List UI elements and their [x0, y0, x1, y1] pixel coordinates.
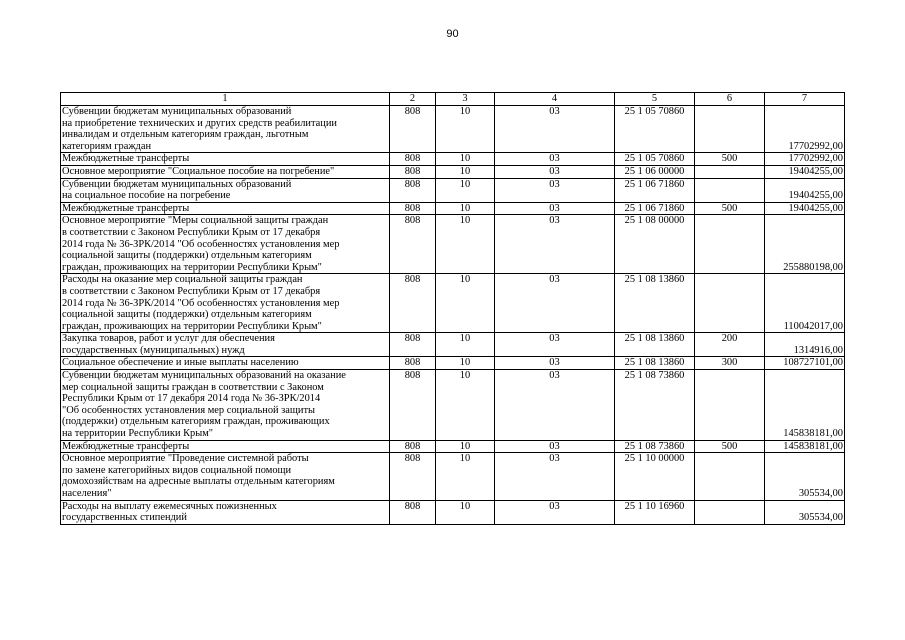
amount: 305534,00	[765, 453, 845, 500]
column-header: 4	[495, 93, 615, 106]
section-code: 10	[436, 178, 495, 202]
item-name: Расходы на выплату ежемесячных пожизненных государственных стипендий	[61, 500, 390, 524]
page-number: 90	[446, 28, 459, 40]
table-row	[61, 453, 845, 500]
amount: 145838181,00	[765, 370, 845, 441]
subsection-code: 03	[495, 202, 615, 215]
section-code: 10	[436, 440, 495, 453]
subsection-code: 03	[495, 440, 615, 453]
expense-type-code	[695, 106, 765, 153]
subsection-code: 03	[495, 274, 615, 333]
subsection-code: 03	[495, 370, 615, 441]
ministry-code: 808	[390, 370, 436, 441]
section-code: 10	[436, 215, 495, 274]
section-code: 10	[436, 165, 495, 178]
amount: 17702992,00	[765, 106, 845, 153]
expense-type-code	[695, 165, 765, 178]
target-article-code: 25 1 06 00000	[615, 165, 695, 178]
section-code: 10	[436, 202, 495, 215]
target-article-code: 25 1 08 13860	[615, 357, 695, 370]
table-row	[61, 178, 845, 202]
subsection-code: 03	[495, 153, 615, 166]
expense-type-code: 500	[695, 153, 765, 166]
subsection-code: 03	[495, 165, 615, 178]
column-header: 3	[436, 93, 495, 106]
ministry-code: 808	[390, 215, 436, 274]
expense-type-code: 300	[695, 357, 765, 370]
target-article-code: 25 1 10 16960	[615, 500, 695, 524]
item-name: Межбюджетные трансферты	[61, 440, 390, 453]
ministry-code: 808	[390, 453, 436, 500]
table-row	[61, 165, 845, 178]
column-header: 6	[695, 93, 765, 106]
target-article-code: 25 1 08 73860	[615, 370, 695, 441]
ministry-code: 808	[390, 274, 436, 333]
ministry-code: 808	[390, 153, 436, 166]
table-row	[61, 106, 845, 153]
table-row	[61, 153, 845, 166]
section-code: 10	[436, 153, 495, 166]
section-code: 10	[436, 274, 495, 333]
target-article-code: 25 1 06 71860	[615, 178, 695, 202]
expense-type-code	[695, 274, 765, 333]
subsection-code: 03	[495, 333, 615, 357]
subsection-code: 03	[495, 500, 615, 524]
column-header: 7	[765, 93, 845, 106]
target-article-code: 25 1 08 13860	[615, 274, 695, 333]
item-name: Основное мероприятие "Проведение системной работы по замене категорийных видов социальной помощи домохозяйствам на адресные выплаты отдельным категориям населения"	[61, 453, 390, 500]
table-row	[61, 333, 845, 357]
item-name: Субвенции бюджетам муниципальных образований на приобретение технических и других средств реабилитации инвалидам и отдельным категориям граждан, льготным категориям граждан	[61, 106, 390, 153]
subsection-code: 03	[495, 178, 615, 202]
item-name: Основное мероприятие "Меры социальной защиты граждан в соответствии с Законом Республики Крым от 17 декабря 2014 года № 36-ЗРК/2014 "Об особенностях установления мер социальной защиты (поддержки) отдельным категориям граждан, проживающих на территории Республики Крым"	[61, 215, 390, 274]
subsection-code: 03	[495, 357, 615, 370]
ministry-code: 808	[390, 178, 436, 202]
section-code: 10	[436, 357, 495, 370]
ministry-code: 808	[390, 106, 436, 153]
target-article-code: 25 1 10 00000	[615, 453, 695, 500]
item-name: Субвенции бюджетам муниципальных образований на оказание мер социальной защиты граждан в соответствии с Законом Республики Крым от 17 декабря 2014 года № 36-ЗРК/2014 "Об особенностях установления мер социальной защиты (поддержки) отдельным категориям граждан, проживающих на территории Республики Крым"	[61, 370, 390, 441]
table-row	[61, 370, 845, 441]
expense-type-code: 200	[695, 333, 765, 357]
amount: 108727101,00	[765, 357, 845, 370]
ministry-code: 808	[390, 357, 436, 370]
amount: 19404255,00	[765, 165, 845, 178]
item-name: Основное мероприятие "Социальное пособие на погребение"	[61, 165, 390, 178]
amount: 110042017,00	[765, 274, 845, 333]
section-code: 10	[436, 370, 495, 441]
expense-type-code: 500	[695, 202, 765, 215]
subsection-code: 03	[495, 215, 615, 274]
ministry-code: 808	[390, 500, 436, 524]
target-article-code: 25 1 05 70860	[615, 106, 695, 153]
table-row	[61, 274, 845, 333]
amount: 19404255,00	[765, 178, 845, 202]
target-article-code: 25 1 06 71860	[615, 202, 695, 215]
table-row	[61, 500, 845, 524]
section-code: 10	[436, 453, 495, 500]
table-row	[61, 215, 845, 274]
target-article-code: 25 1 08 73860	[615, 440, 695, 453]
target-article-code: 25 1 08 13860	[615, 333, 695, 357]
item-name: Межбюджетные трансферты	[61, 153, 390, 166]
column-header: 5	[615, 93, 695, 106]
expense-type-code	[695, 370, 765, 441]
section-code: 10	[436, 106, 495, 153]
expense-type-code	[695, 215, 765, 274]
expense-type-code	[695, 500, 765, 524]
ministry-code: 808	[390, 202, 436, 215]
item-name: Расходы на оказание мер социальной защиты граждан в соответствии с Законом Республики Крым от 17 декабря 2014 года № 36-ЗРК/2014 "Об особенностях установления мер социальной защиты (поддержки) отдельным категориям граждан, проживающих на территории Республики Крым"	[61, 274, 390, 333]
target-article-code: 25 1 05 70860	[615, 153, 695, 166]
ministry-code: 808	[390, 440, 436, 453]
expense-type-code	[695, 453, 765, 500]
amount: 1314916,00	[765, 333, 845, 357]
column-header: 2	[390, 93, 436, 106]
amount: 305534,00	[765, 500, 845, 524]
table-row	[61, 357, 845, 370]
section-code: 10	[436, 500, 495, 524]
ministry-code: 808	[390, 165, 436, 178]
item-name: Субвенции бюджетам муниципальных образований на социальное пособие на погребение	[61, 178, 390, 202]
item-name: Социальное обеспечение и иные выплаты населению	[61, 357, 390, 370]
amount: 145838181,00	[765, 440, 845, 453]
amount: 255880198,00	[765, 215, 845, 274]
item-name: Межбюджетные трансферты	[61, 202, 390, 215]
table-row	[61, 202, 845, 215]
amount: 17702992,00	[765, 153, 845, 166]
expense-type-code	[695, 178, 765, 202]
table-header-row	[61, 93, 845, 106]
expense-type-code: 500	[695, 440, 765, 453]
section-code: 10	[436, 333, 495, 357]
target-article-code: 25 1 08 00000	[615, 215, 695, 274]
subsection-code: 03	[495, 453, 615, 500]
ministry-code: 808	[390, 333, 436, 357]
budget-table	[60, 92, 845, 525]
item-name: Закупка товаров, работ и услуг для обеспечения государственных (муниципальных) нужд	[61, 333, 390, 357]
table-row	[61, 440, 845, 453]
column-header: 1	[61, 93, 390, 106]
subsection-code: 03	[495, 106, 615, 153]
amount: 19404255,00	[765, 202, 845, 215]
